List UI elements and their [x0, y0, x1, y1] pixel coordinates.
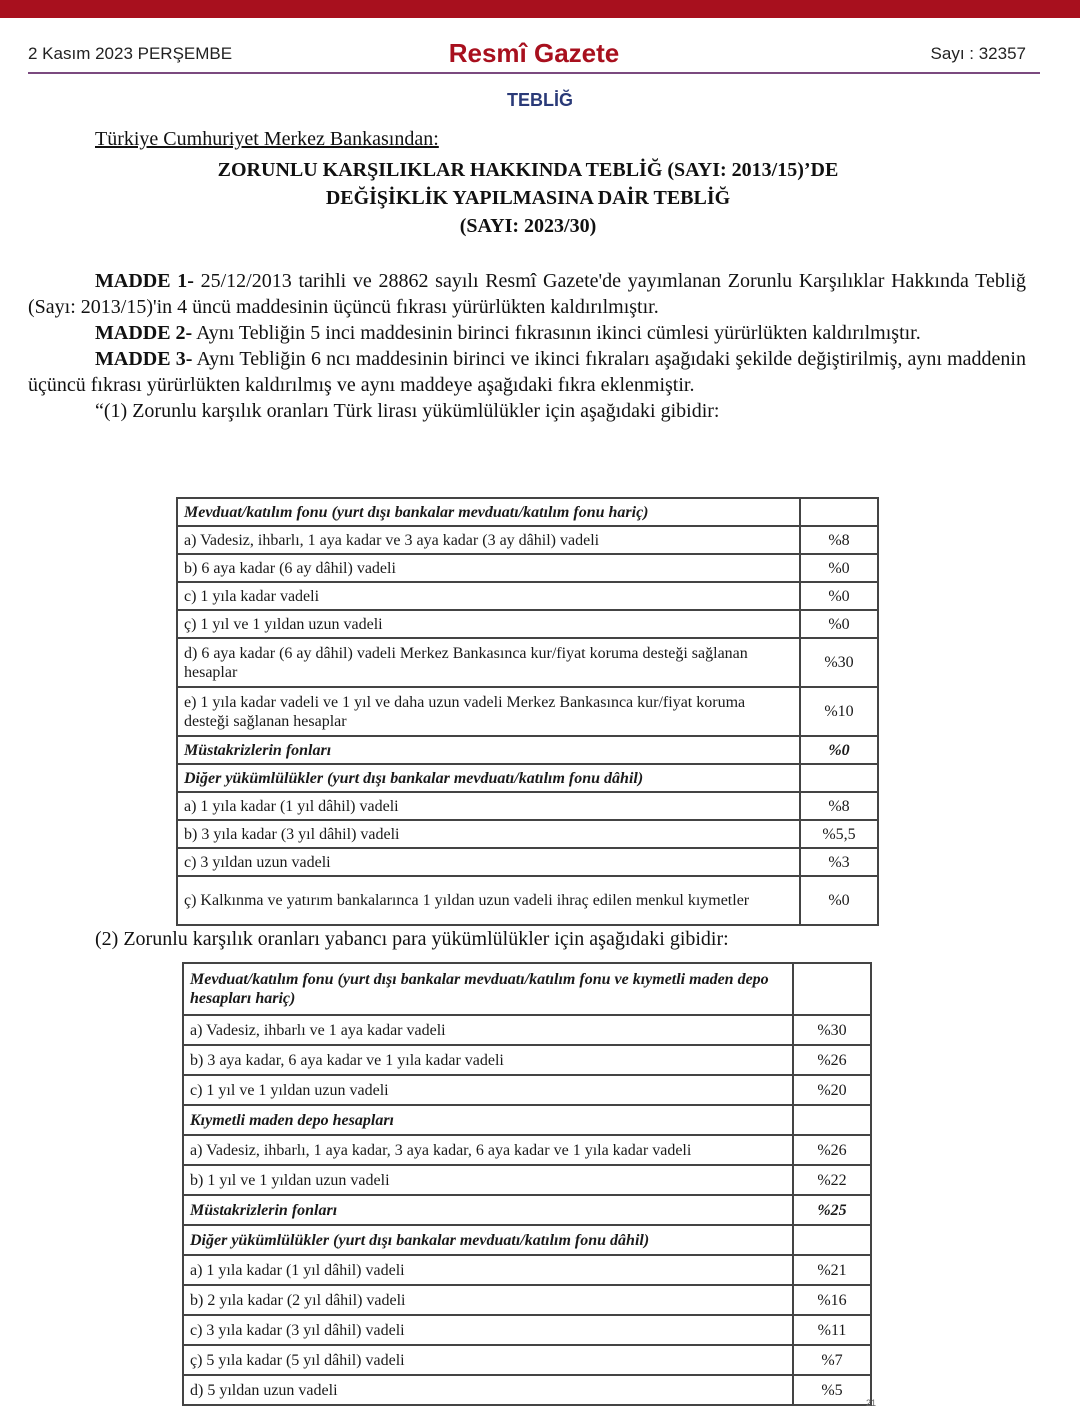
article-text: 25/12/2013 tarihli ve 28862 sayılı Resmî Gazete'de yayımlanan Zorunlu Karşılıklar Hakkında Tebliğ (Sayı: 2013/15)'in 4 üncü maddesinin üçüncü fıkrası yürürlükten kaldırılmıştır.: [28, 270, 1026, 318]
table-row: [177, 554, 878, 582]
row-label: c) 1 yıl ve 1 yıldan uzun vadeli: [183, 1075, 793, 1105]
section-title: TEBLİĞ: [507, 90, 573, 110]
row-label: c) 3 yıldan uzun vadeli: [177, 848, 800, 876]
row-ratio: %22: [793, 1165, 871, 1195]
table-row: [177, 610, 878, 638]
table-row: [183, 1345, 871, 1375]
top-color-bar: [0, 0, 1080, 18]
table-row: [177, 687, 878, 736]
row-ratio: %0: [800, 876, 878, 925]
table-row: [183, 1105, 871, 1135]
row-ratio: %0: [800, 554, 878, 582]
table-row: [183, 1225, 871, 1255]
table-row: [183, 1135, 871, 1165]
page-mark: 21: [866, 1398, 877, 1408]
table-row: [183, 1165, 871, 1195]
row-ratio: %10: [800, 687, 878, 736]
document-title-line: (SAYI: 2023/30): [459, 215, 597, 237]
article-text: Aynı Tebliğin 6 ncı maddesinin birinci ve ikinci fıkraları aşağıdaki şekilde değiştirilmiş, aynı maddenin üçüncü fıkrası yürürlükten kaldırılmış ve aynı maddeye aşağıdaki fıkra eklenmiştir.: [28, 348, 1026, 396]
row-label: b) 1 yıl ve 1 yıldan uzun vadeli: [183, 1165, 793, 1195]
row-label: Diğer yükümlülükler (yurt dışı bankalar mevduatı/katılım fonu dâhil): [183, 1225, 793, 1255]
articles-body: [28, 268, 1026, 424]
row-ratio: %30: [800, 638, 878, 687]
row-label: b) 3 aya kadar, 6 aya kadar ve 1 yıla kadar vadeli: [183, 1045, 793, 1075]
table-row: [177, 764, 878, 792]
row-label: b) 2 yıla kadar (2 yıl dâhil) vadeli: [183, 1285, 793, 1315]
table-row: [183, 963, 871, 1015]
row-ratio: %26: [793, 1045, 871, 1075]
table-row: [177, 876, 878, 925]
row-label: Mevduat/katılım fonu (yurt dışı bankalar mevduatı/katılım fonu ve kıymetli maden depo hesapları hariç): [183, 963, 793, 1015]
row-label: d) 5 yıldan uzun vadeli: [183, 1375, 793, 1405]
row-label: Kıymetli maden depo hesapları: [183, 1105, 793, 1135]
article-label: MADDE 1-: [95, 270, 194, 292]
row-ratio: [800, 764, 878, 792]
table-row: [177, 582, 878, 610]
table-row: [177, 498, 878, 526]
article-label: MADDE 3-: [95, 348, 193, 370]
table-row: [177, 848, 878, 876]
row-ratio: %26: [793, 1135, 871, 1165]
tl-reserve-ratio-table: [176, 497, 879, 926]
row-ratio: %8: [800, 792, 878, 820]
row-label: d) 6 aya kadar (6 ay dâhil) vadeli Merkez Bankasınca kur/fiyat koruma desteği sağlanan hesaplar: [177, 638, 800, 687]
table-row: [183, 1315, 871, 1345]
row-label: Müstakrizlerin fonları: [177, 736, 800, 764]
row-ratio: %11: [793, 1315, 871, 1345]
table-row: [183, 1285, 871, 1315]
paragraph-1-intro: “(1) Zorunlu karşılık oranları Türk lirası yükümlülükler için aşağıdaki gibidir:: [95, 400, 720, 422]
row-ratio: %0: [800, 582, 878, 610]
row-label: c) 1 yıla kadar vadeli: [177, 582, 800, 610]
article-label: MADDE 2-: [95, 322, 193, 344]
row-ratio: %16: [793, 1285, 871, 1315]
table-row: [183, 1015, 871, 1045]
document-title-line: ZORUNLU KARŞILIKLAR HAKKINDA TEBLİĞ (SAYI: 2013/15)’DE: [217, 159, 839, 181]
row-label: c) 3 yıla kadar (3 yıl dâhil) vadeli: [183, 1315, 793, 1345]
document-title-line: DEĞİŞİKLİK YAPILMASINA DAİR TEBLİĞ: [325, 187, 731, 209]
gazette-title: Resmî Gazete: [448, 38, 620, 68]
row-ratio: [793, 1225, 871, 1255]
row-ratio: %5,5: [800, 820, 878, 848]
table-row: [177, 736, 878, 764]
row-label: b) 3 yıla kadar (3 yıl dâhil) vadeli: [177, 820, 800, 848]
document-title: [28, 156, 1028, 240]
table-row: [177, 526, 878, 554]
issue-date: 2 Kasım 2023 PERŞEMBE: [28, 44, 233, 63]
row-label: e) 1 yıla kadar vadeli ve 1 yıl ve daha uzun vadeli Merkez Bankasınca kur/fiyat koruma desteği sağlanan hesaplar: [177, 687, 800, 736]
article-3: [28, 346, 1026, 398]
row-label: a) 1 yıla kadar (1 yıl dâhil) vadeli: [183, 1255, 793, 1285]
table-row: [183, 1045, 871, 1075]
gazette-header: [28, 36, 1040, 74]
row-label: Mevduat/katılım fonu (yurt dışı bankalar mevduatı/katılım fonu hariç): [177, 498, 800, 526]
row-ratio: %7: [793, 1345, 871, 1375]
row-ratio: %20: [793, 1075, 871, 1105]
row-label: b) 6 aya kadar (6 ay dâhil) vadeli: [177, 554, 800, 582]
row-ratio: %30: [793, 1015, 871, 1045]
table-row: [177, 792, 878, 820]
row-label: a) Vadesiz, ihbarlı ve 1 aya kadar vadeli: [183, 1015, 793, 1045]
table-row: [183, 1075, 871, 1105]
article-text: Aynı Tebliğin 5 inci maddesinin birinci fıkrasının ikinci cümlesi yürürlükten kaldırılmıştır.: [192, 322, 921, 344]
row-ratio: %25: [793, 1195, 871, 1225]
row-ratio: [793, 1105, 871, 1135]
table-row: [183, 1375, 871, 1405]
row-ratio: %3: [800, 848, 878, 876]
row-ratio: %0: [800, 610, 878, 638]
table-row: [177, 820, 878, 848]
table-row: [183, 1255, 871, 1285]
row-ratio: %5: [793, 1375, 871, 1405]
table-row: [177, 638, 878, 687]
row-ratio: %21: [793, 1255, 871, 1285]
row-label: a) Vadesiz, ihbarlı, 1 aya kadar, 3 aya kadar, 6 aya kadar ve 1 yıla kadar vadeli: [183, 1135, 793, 1165]
row-label: ç) 1 yıl ve 1 yıldan uzun vadeli: [177, 610, 800, 638]
row-ratio: %0: [800, 736, 878, 764]
table-row: [183, 1195, 871, 1225]
row-label: ç) 5 yıla kadar (5 yıl dâhil) vadeli: [183, 1345, 793, 1375]
row-label: ç) Kalkınma ve yatırım bankalarınca 1 yıldan uzun vadeli ihraç edilen menkul kıymetler: [177, 876, 800, 925]
row-ratio: [800, 498, 878, 526]
row-label: a) Vadesiz, ihbarlı, 1 aya kadar ve 3 aya kadar (3 ay dâhil) vadeli: [177, 526, 800, 554]
issue-number: Sayı : 32357: [930, 44, 1026, 63]
row-label: Müstakrizlerin fonları: [183, 1195, 793, 1225]
fx-reserve-ratio-table: [182, 962, 872, 1406]
row-ratio: %8: [800, 526, 878, 554]
article-1: [28, 268, 1026, 320]
issuing-institution: Türkiye Cumhuriyet Merkez Bankasından:: [95, 128, 439, 150]
row-label: a) 1 yıla kadar (1 yıl dâhil) vadeli: [177, 792, 800, 820]
paragraph-2-intro: (2) Zorunlu karşılık oranları yabancı para yükümlülükler için aşağıdaki gibidir:: [95, 928, 729, 950]
row-label: Diğer yükümlülükler (yurt dışı bankalar mevduatı/katılım fonu dâhil): [177, 764, 800, 792]
row-ratio: [793, 963, 871, 1015]
article-2: [28, 320, 1026, 346]
